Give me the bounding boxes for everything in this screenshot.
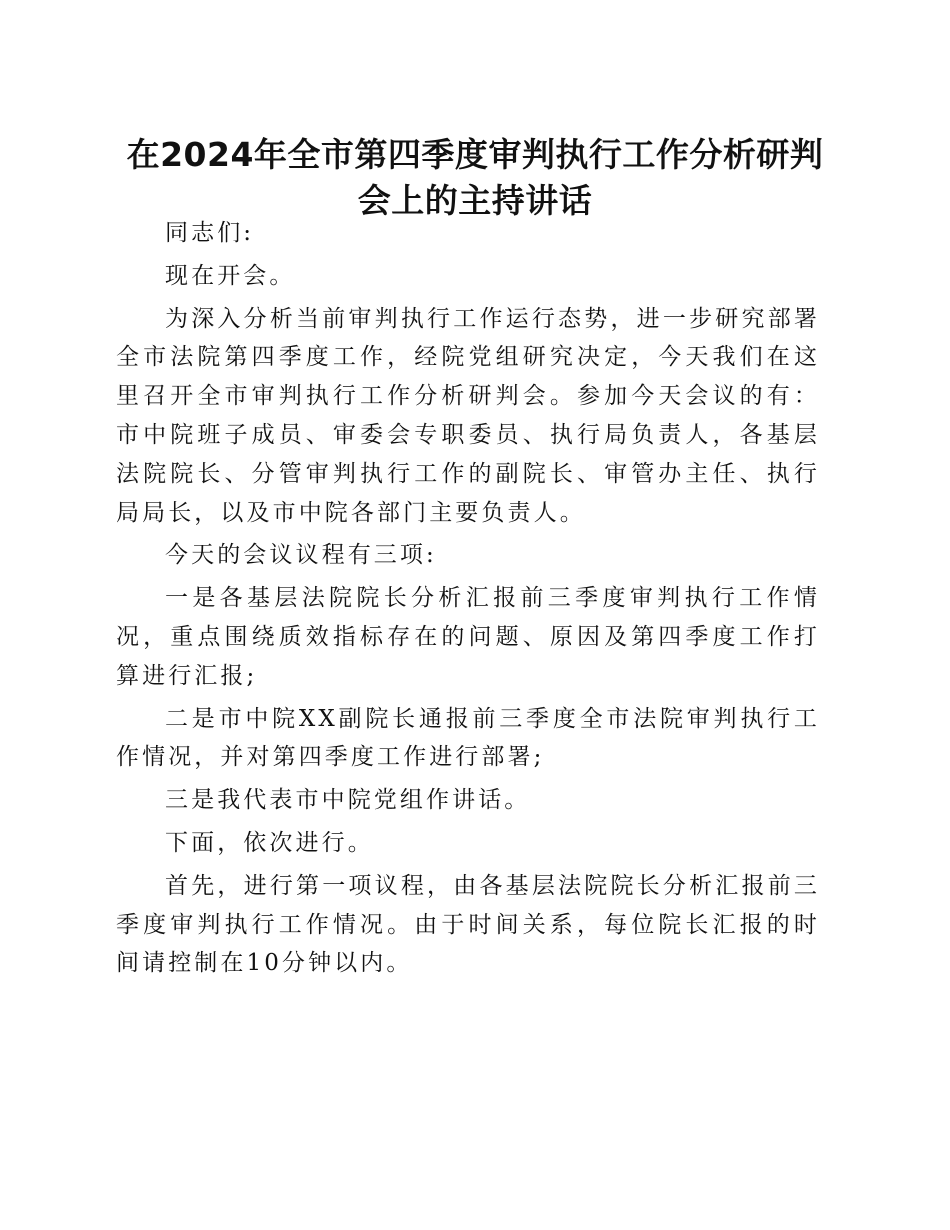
- title-line-1: 在2024年全市第四季度审判执行工作分析研判: [126, 135, 824, 174]
- paragraph-salutation: 同志们:: [165, 220, 255, 246]
- paragraph-agenda-item-1: 一是各基层法院院长分析汇报前三季度审判执行工作情况，重点围绕质效指标存在的问题、原因及第四季度工作打算进行汇报;: [116, 585, 820, 689]
- title-line-2: 会上的主持讲话: [357, 181, 593, 220]
- document-title: [110, 132, 840, 224]
- paragraph-purpose: 为深入分析当前审判执行工作运行态势，进一步研究部署全市法院第四季度工作，经院党组研究决定，今天我们在这里召开全市审判执行工作分析研判会。参加今天会议的有：市中院班子成员、审委会专职委员、执行局负责人，各基层法院院长、分管审判执行工作的副院长、审管办主任、执行局局长，以及市中院各部门主要负责人。: [116, 305, 820, 526]
- paragraph-agenda-intro: 今天的会议议程有三项:: [165, 542, 437, 569]
- paragraph-agenda-item-3: 三是我代表市中院党组作讲话。: [165, 787, 531, 814]
- paragraph-proceed: 下面，依次进行。: [165, 829, 374, 856]
- paragraph-first-item: 首先，进行第一项议程，由各基层法院院长分析汇报前三季度审判执行工作情况。由于时间关系，每位院长汇报的时间请控制在10分钟以内。: [116, 872, 820, 977]
- paragraph-agenda-item-2: 二是市中院XX副院长通报前三季度全市法院审判执行工作情况，并对第四季度工作进行部署;: [116, 705, 820, 771]
- paragraph-opening: 现在开会。: [165, 262, 296, 289]
- document-body: [116, 214, 820, 987]
